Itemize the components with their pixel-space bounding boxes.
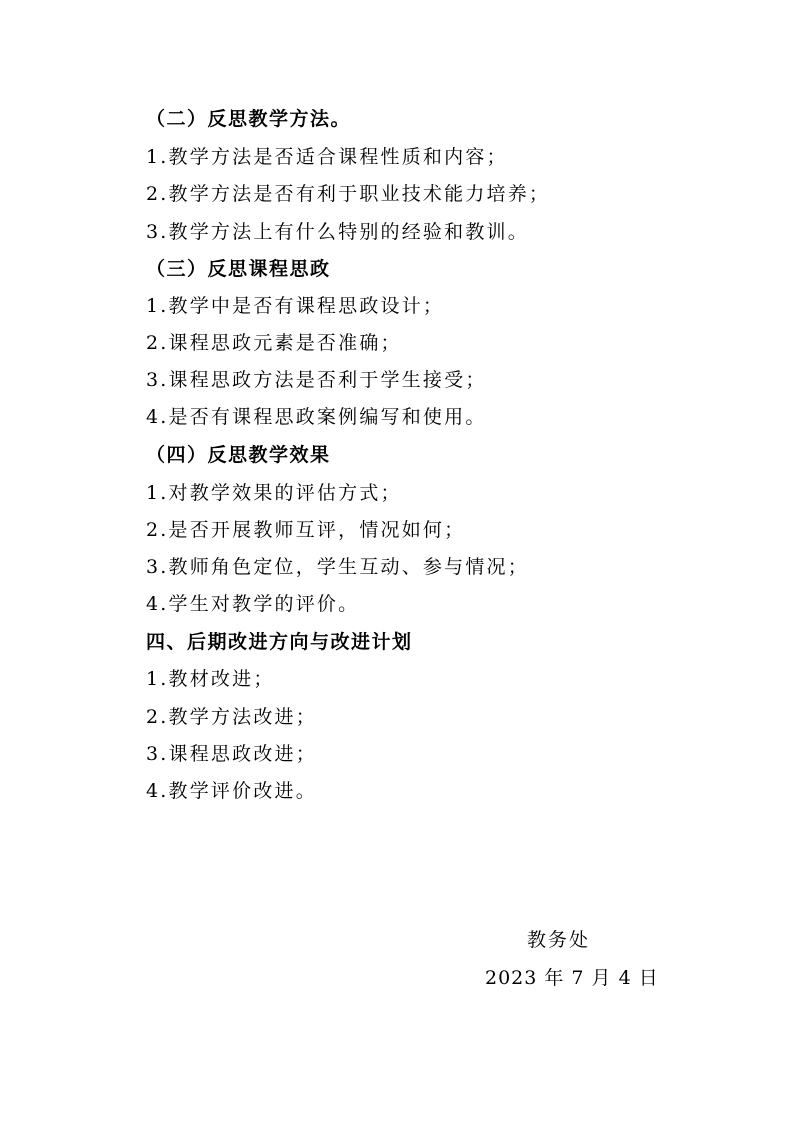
list-item: 3.课程思政改进； <box>146 743 317 765</box>
list-item: 4.教学评价改进。 <box>146 780 317 802</box>
list-item: 2.教学方法是否有利于职业技术能力培养； <box>146 183 551 205</box>
section-heading-teaching-methods: （二）反思教学方法。 <box>146 108 352 130</box>
list-item: 1.教材改进； <box>146 668 275 690</box>
list-item: 1.教学方法是否适合课程性质和内容； <box>146 146 508 168</box>
list-item: 4.学生对教学的评价。 <box>146 593 360 615</box>
list-item: 2.课程思政元素是否准确； <box>146 332 402 354</box>
list-item: 2.是否开展教师互评，情况如何； <box>146 519 466 541</box>
section-heading-ideological: （三）反思课程思政 <box>146 258 331 280</box>
list-item: 1.对教学效果的评估方式； <box>146 482 402 504</box>
list-item: 2.教学方法改进； <box>146 706 317 728</box>
list-item: 4.是否有课程思政案例编写和使用。 <box>146 406 487 428</box>
list-item: 1.教学中是否有课程思政设计； <box>146 295 445 317</box>
signature-date: 2023 年 7 月 4 日 <box>485 967 659 989</box>
list-item: 3.课程思政方法是否利于学生接受； <box>146 369 487 391</box>
signature-department: 教务处 <box>527 929 591 951</box>
section-heading-teaching-effect: （四）反思教学效果 <box>146 444 331 466</box>
section-heading-improvement-plan: 四、后期改进方向与改进计划 <box>146 631 413 653</box>
list-item: 3.教师角色定位，学生互动、参与情况； <box>146 556 529 578</box>
list-item: 3.教学方法上有什么特别的经验和教训。 <box>146 221 529 243</box>
